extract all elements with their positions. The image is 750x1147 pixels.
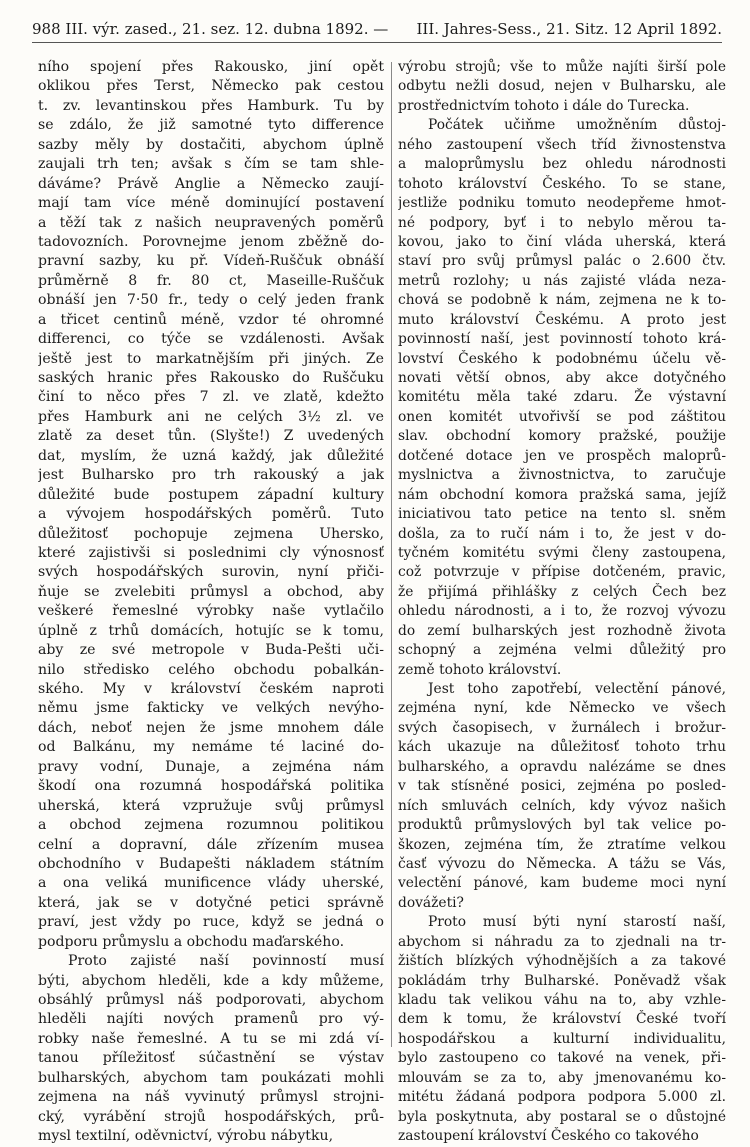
text-line: né podpory, byť i to nebylo měrou ta- [398, 214, 726, 231]
text-line: staví pro svůj průmysl palác o 2.600 čtv. [398, 253, 726, 270]
text-line: ních smluvách celních, kdy vývoz našich [398, 797, 726, 814]
text-line: zlatě za deset tůn. (Slyšte!) Z uvedených [38, 428, 384, 445]
text-line: kladu tak velikou váhu na to, aby vzhle- [398, 992, 726, 1008]
text-line: hospodářskou a kulturní individualitu, [398, 1030, 726, 1047]
text-line: zaujali trh ten; avšak s čím se tam shle- [38, 156, 384, 173]
text-line: tyčném komitétu svými členy zastoupena, [398, 544, 726, 561]
text-line: a vývojem hospodářských poměrů. Tuto [38, 506, 384, 523]
text-line: a třicet centinů méně, vzdor té ohromné [38, 311, 384, 328]
text-line: škozen, zejména tím, že ztratíme velkou [398, 836, 726, 853]
text-line: kovou, jako to činí vláda uherská, která [398, 233, 726, 250]
text-line: hleděli najíti nových pramenů pro vý- [38, 1011, 384, 1028]
text-line: ňuje se zvelebiti průmysl a obchod, aby [38, 583, 384, 600]
text-line: cký, vyrábění strojů hospodářských, prů- [38, 1108, 384, 1125]
text-line: onen komitét utvořivší se pod záštitou [398, 408, 726, 425]
text-line: škodí ona rozumná hospodářská politika [38, 778, 384, 795]
text-line: muto království Českému. A proto jest [398, 311, 726, 328]
header-rule [32, 42, 722, 43]
text-line: saských hranic přes Rakousko do Ruščuku [38, 370, 384, 386]
text-line: Počátek učiňme umožněním důstoj- [428, 117, 726, 134]
text-line: důležité bude postupem západní kultury [38, 486, 384, 503]
text-line: byla poskytnuta, aby postaral se o důstojné [398, 1108, 726, 1125]
text-line: v tak stísněné posici, zejména po posled- [398, 778, 726, 795]
text-line: svých časopisech, v žurnálech i brožur- [398, 719, 726, 736]
text-line: povinností naší, jest povinností tohoto krá- [398, 331, 726, 348]
text-line: zejmena na náš vyvinutý průmysl strojni- [38, 1089, 384, 1106]
text-line: celní a dopravní, dále zřízením musea [38, 836, 384, 853]
text-line: dách, neboť nejen že jsme mnohem dále [38, 719, 384, 736]
text-line: ještě jest to markatnějším při jiných. Ze [38, 350, 384, 367]
text-line: podporu průmyslu a obchodu maďarského. [38, 933, 345, 950]
text-line: úplně z trhů domácích, hotujíc se k tomu, [38, 622, 384, 639]
text-line: což potvrzuje v přípise dotčeném, pravic, [398, 564, 726, 581]
right-column [398, 58, 726, 1147]
header-czech [32, 18, 388, 40]
text-line: dem k tomu, že království České tvoří [398, 1011, 726, 1028]
text-line: dotčené dotace jen ve prospěch maloprů- [398, 447, 726, 464]
text-line: které zajistivši si poslednimi cly výnosnosť [38, 544, 384, 561]
header-dash: — [373, 20, 389, 38]
text-line: velectění pánové, kam budeme moci nyní [398, 875, 726, 892]
text-line: myslnictva a živnostnictva, to zaručuje [398, 467, 726, 484]
text-line: mysl textilní, oděvnictví, výrobu nábytku, [38, 1128, 334, 1145]
text-line: novati větší obnos, aby akce dotyčného [398, 370, 726, 386]
text-line: lovství Českého k podobnému účelu vě- [398, 350, 726, 367]
text-line: a obchod zejmena rozumnou politikou [38, 817, 384, 834]
text-line: t. zv. levantinskou přes Hamburk. Tu by [38, 97, 384, 114]
text-line: a těží tak z našich neupravených poměrů [38, 214, 384, 231]
text-line: ního spojení přes Rakousko, jiní opět [38, 59, 384, 75]
text-line: metrů rozlohy; u nás zajisté vláda neza- [398, 272, 726, 289]
text-line: ského. My v království českém naproti [38, 681, 384, 697]
text-line: dat, myslím, že uzná každý, jak důležité [38, 447, 384, 464]
text-line: tohoto království Českého. To se stane, [398, 175, 726, 192]
text-line: nám obchodní komora pražská sama, jejíž [398, 486, 726, 503]
text-line: obsáhlý průmysl náš podporovati, abychom [38, 992, 384, 1008]
text-line: jestliže podniku tomuto neodepřeme hmot- [398, 195, 726, 212]
text-line: aby ze své metropole v Buda-Pešti uči- [38, 642, 384, 659]
text-line: země tohoto království. [398, 661, 562, 678]
text-line: differenci, co týče se vzdálenosti. Avšak [38, 331, 384, 348]
text-line: mají tam více méně dominující postavení [38, 195, 384, 212]
text-line: komitétu měla také zdaru. Že výstavní [398, 389, 726, 406]
text-line: zastoupení království Českého co takového [398, 1128, 699, 1145]
text-line: žištích blízkých výhodnějších a za takové [398, 953, 726, 970]
text-line: bylo zastoupeno co takové na venek, při- [398, 1050, 726, 1067]
text-line: činí to něco přes 7 zl. ve zlatě, kdežto [38, 389, 384, 406]
text-line: se zdálo, že již samotné tyto difference [38, 117, 384, 134]
text-line: tadovozních. Porovnejme jenom zběžně do- [38, 233, 384, 250]
text-line: důležitosť pochopuje zejmena Uhersko, [38, 525, 384, 542]
text-line: došla, za to ručí nám i to, že jest v do- [398, 525, 726, 542]
text-line: ohledu národnosti, a i to, že rozvoj vývozu [398, 603, 726, 620]
left-column [38, 58, 384, 1147]
text-line: která, jak se v dotyčné petici správně [38, 894, 384, 911]
text-line: Proto zajisté naší povinností musí [68, 953, 384, 970]
text-line: od Balkánu, my nemáme té laciné do- [38, 739, 384, 756]
text-line: slav. obchodní komory pražské, použije [398, 428, 726, 445]
text-line: Proto musí býti nyní starostí naší, [428, 914, 726, 931]
text-line: jest Bulharsko pro trh rakouský a jak [38, 467, 384, 484]
text-line: veškeré řemeslné výrobky naše vytlačilo [38, 603, 384, 620]
text-line: schopný a zejména velmi důležitý pro [398, 642, 726, 659]
text-line: do zemí bulharských jest rozhodně života [398, 622, 726, 639]
text-line: nilo středisko celého obchodu pobalkán- [38, 661, 384, 678]
text-line: dovážeti? [398, 894, 464, 911]
text-line: dáváme? Právě Anglie a Německo zaují- [38, 175, 384, 192]
text-line: prostřednictvím tohoto i dále do Turecka. [398, 97, 690, 114]
text-line: že přijímá přihlášky z celých Čech bez [398, 583, 726, 600]
text-line: pravy vodní, Dunaje, a zejména nám [38, 758, 384, 775]
text-line: pokládám trhy Bulharské. Poněvadž však [398, 972, 726, 989]
text-line: a maloprůmyslu bez ohledu národnosti [398, 156, 726, 173]
text-line: tanou příležitosť súčastnění se výstav [38, 1050, 384, 1067]
text-line: kách ukazuje na důležitosť tohoto trhu [398, 739, 726, 756]
text-line: zejména nyní, kde Německo ve všech [398, 700, 726, 717]
text-line: robky naše řemeslné. A tu se mi zdá ví- [38, 1030, 384, 1047]
text-line: odbytu nežli dosud, nejen v Bulharsku, ale [398, 78, 726, 95]
text-line: průměrně 8 fr. 80 ct, Maseille-Ruščuk [38, 272, 384, 289]
header-german: III. Jahres-Sess., 21. Sitz. 12 April 1892. [416, 20, 722, 38]
text-line: sazby měly by dostačiti, abychom úplně [38, 136, 384, 153]
text-line: býti, abychom hleděli, kde a kdy můžeme, [38, 972, 384, 989]
text-line: svých hospodářských surovin, nyní přiči- [38, 564, 384, 581]
text-line: mlouvám se za to, aby jmenovanému ko- [398, 1069, 726, 1086]
text-line: obnáší jen 7·50 fr., tedy o celý jeden frank [38, 292, 384, 309]
text-line: výrobu strojů; vše to může najíti širší pole [398, 59, 726, 75]
text-line: obchodního v Budapešti nákladem státním [38, 855, 384, 872]
text-line: bulharských, abychom tam poukázati mohli [38, 1069, 384, 1086]
text-line: praví, jest vždy po ruce, když se jedná o [38, 914, 384, 931]
text-line: bulharského, a opravdu nalézáme se dnes [398, 758, 726, 775]
text-line: abychom si náhradu za to zjednali na tr- [398, 933, 726, 950]
text-line: pravní sazby, ku př. Vídeň-Ruščuk obnáší [38, 253, 384, 270]
text-line: němu jsme fakticky ve velkých nevýho- [38, 700, 384, 717]
column-divider [391, 62, 392, 1047]
text-line: časť vývozu do Německa. A tážu se Vás, [398, 855, 726, 872]
text-line: oklikou přes Terst, Německo pak cestou [38, 78, 384, 95]
text-line: chová se podobně k nám, zejmena ne k to- [398, 292, 726, 309]
text-line: produktů průmyslových byl tak velice po- [398, 817, 726, 834]
text-line: přes Hamburk ani ne celých 3½ zl. ve [38, 408, 384, 425]
text-line: uherská, která vzpružuje svůj průmysl [38, 797, 384, 814]
header-left-text: 988 III. výr. zased., 21. sez. 12. dubna 1892. [32, 20, 369, 38]
text-line: mitétu žádaná podpora podpora 5.000 zl. [398, 1089, 726, 1106]
text-line: iniciativou tato petice na tento sl. sněm [398, 506, 726, 523]
text-line: a ona veliká munificence vlády uherské, [38, 875, 384, 892]
text-line: Jest toho zapotřebí, velectění pánové, [428, 681, 726, 697]
page-header [32, 18, 722, 40]
text-line: ného zastoupení všech tříd živnostenstva [398, 136, 726, 153]
